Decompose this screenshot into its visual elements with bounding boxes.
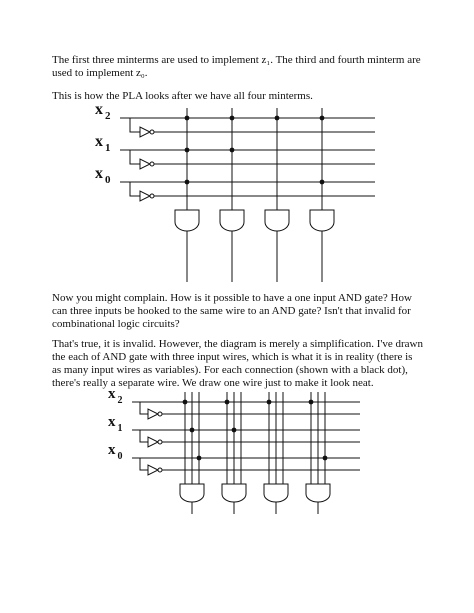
connection-dot	[232, 428, 237, 433]
connection-dot	[225, 400, 230, 405]
inverter-bubble-icon	[150, 130, 154, 134]
paragraph-pla-intro: This is how the PLA looks after we have all four minterms.	[52, 90, 313, 102]
inverter-icon	[140, 159, 150, 169]
inverter-branch-wire	[130, 118, 140, 132]
input-subscript: 2	[105, 110, 111, 122]
inverter-icon	[148, 437, 158, 447]
paragraph-complaint: Now you might complain. How is it possible to have a one input AND gate? How can three inputs be hooked to the same wire to an AND gate? Isn't that invalid for combinational logic circuits?	[52, 292, 412, 330]
input-subscript: 0	[117, 451, 123, 462]
inverter-branch-wire	[140, 458, 148, 470]
inverter-icon	[148, 465, 158, 475]
inverter-bubble-icon	[158, 468, 162, 472]
and-gate-icon	[222, 484, 246, 502]
connection-dot	[230, 148, 235, 153]
and-gate-icon	[220, 210, 244, 231]
and-gate-icon	[310, 210, 334, 231]
pla-diagram-simplified	[0, 100, 474, 290]
paragraph-explanation: That's true, it is invalid. However, the diagram is merely a simplification. I've drawn the each of AND gate with three input wires, which is what it is in reality (there is as many input wires as variables). For each connection (shown with a black dot), there's really a separate wire. We draw one wire just to make it look neat.	[52, 338, 424, 389]
connection-dot	[230, 116, 235, 121]
pla-diagram-expanded	[0, 388, 474, 516]
connection-dot	[320, 116, 325, 121]
input-label-x1: x $_1$	[95, 133, 111, 154]
input-subscript: 1	[117, 423, 123, 434]
input-label-x1: x $_1$	[108, 414, 123, 434]
inverter-branch-wire	[130, 150, 140, 164]
inverter-icon	[140, 127, 150, 137]
connection-dot	[185, 116, 190, 121]
inverter-bubble-icon	[158, 412, 162, 416]
connection-dot	[185, 180, 190, 185]
connection-dot	[275, 116, 280, 121]
connection-dot	[190, 428, 195, 433]
inverter-bubble-icon	[158, 440, 162, 444]
and-gate-icon	[180, 484, 204, 502]
connection-dot	[320, 180, 325, 185]
and-gate-icon	[265, 210, 289, 231]
and-gate-icon	[264, 484, 288, 502]
inverter-icon	[148, 409, 158, 419]
and-gate-icon	[306, 484, 330, 502]
connection-dot	[185, 148, 190, 153]
input-label-x0: x $_0$	[95, 165, 111, 186]
connection-dot	[267, 400, 272, 405]
input-subscript: 1	[105, 142, 111, 154]
inverter-bubble-icon	[150, 194, 154, 198]
connection-dot	[183, 400, 188, 405]
input-label-x2: x $_2$	[108, 388, 123, 406]
input-subscript: 2	[117, 395, 123, 406]
inverter-branch-wire	[140, 430, 148, 442]
inverter-branch-wire	[140, 402, 148, 414]
input-label-x2: x $_2$	[95, 101, 111, 122]
connection-dot	[197, 456, 202, 461]
inverter-bubble-icon	[150, 162, 154, 166]
connection-dot	[309, 400, 314, 405]
paragraph-minterm-usage: The first three minterms are used to implement z₁. The third and fourth minterm are used to implement z₀.	[52, 54, 421, 79]
connection-dot	[323, 456, 328, 461]
inverter-branch-wire	[130, 182, 140, 196]
input-subscript: 0	[105, 174, 111, 186]
and-gate-icon	[175, 210, 199, 231]
input-label-x0: x $_0$	[108, 442, 123, 462]
inverter-icon	[140, 191, 150, 201]
